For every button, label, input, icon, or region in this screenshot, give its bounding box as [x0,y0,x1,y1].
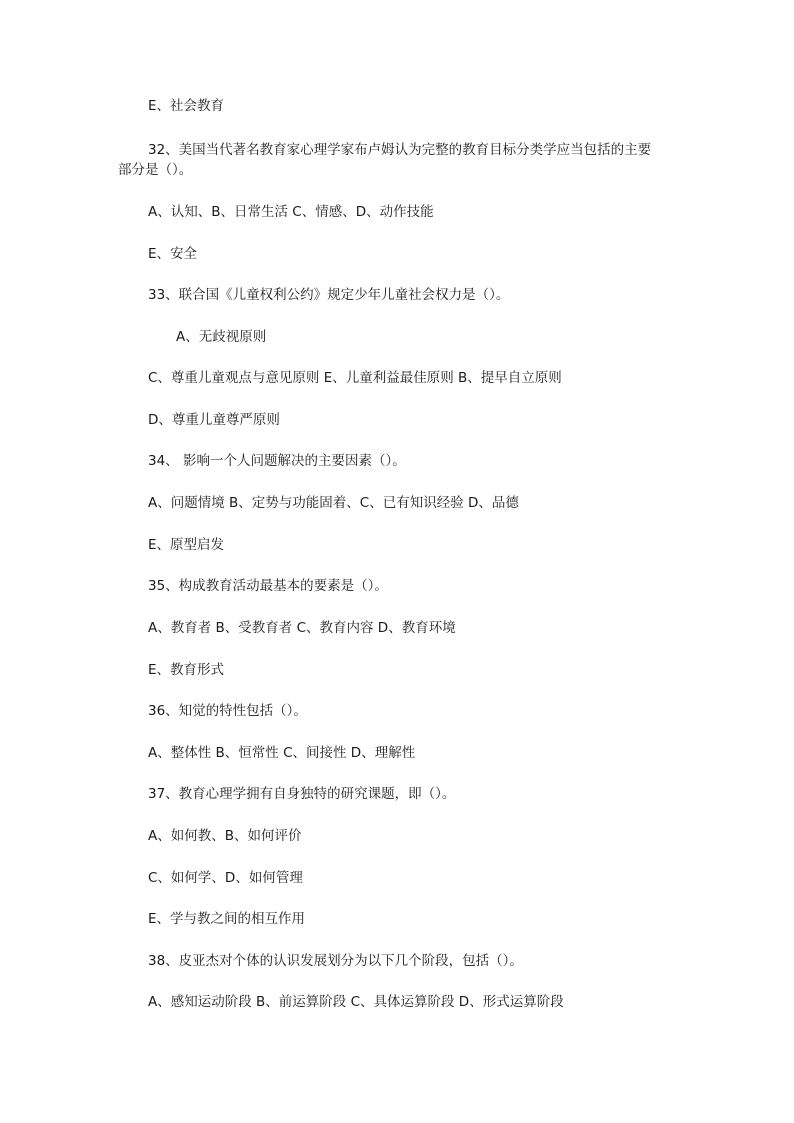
q36-options-a-d: A、整体性 B、恒常性 C、间接性 D、理解性 [148,745,416,761]
q34-options-a-d: A、问题情境 B、定势与功能固着、C、已有知识经验 D、品德 [148,495,519,511]
q35-text: 35、构成教育活动最基本的要素是（）。 [148,578,388,594]
q35-options-a-d: A、教育者 B、受教育者 C、教育内容 D、教育环境 [148,620,456,636]
q31-option-e: E、社会教育 [148,98,225,114]
q32-options-a-d: A、认知、B、日常生活 C、情感、D、动作技能 [148,204,434,220]
q36-text: 36、知觉的特性包括（）。 [148,703,307,719]
q32-text-cont: 部分是（）。 [118,162,193,178]
q35-option-e: E、教育形式 [148,662,225,678]
q32-text: 32、美国当代著名教育家心理学家布卢姆认为完整的教育目标分类学应当包括的主要 [148,142,652,158]
q38-text: 38、皮亚杰对个体的认识发展划分为以下几个阶段，包括（）。 [148,953,523,969]
q33-options-c-e-b: C、尊重儿童观点与意见原则 E、儿童利益最佳原则 B、提早自立原则 [148,370,562,386]
q34-option-e: E、原型启发 [148,537,225,553]
q33-text: 33、联合国《儿童权利公约》规定少年儿童社会权力是（）。 [148,287,510,303]
q34-text: 34、 影响一个人问题解决的主要因素（）。 [148,453,406,469]
q38-options-a-d: A、感知运动阶段 B、前运算阶段 C、具体运算阶段 D、形式运算阶段 [148,994,564,1010]
q37-option-e: E、学与教之间的相互作用 [148,911,306,927]
q33-option-a: A、无歧视原则 [176,329,267,345]
q32-option-e: E、安全 [148,246,198,262]
q37-text: 37、教育心理学拥有自身独特的研究课题，即（）。 [148,786,456,802]
q37-options-c-d: C、如何学、D、如何管理 [148,870,303,886]
q37-options-a-b: A、如何教、B、如何评价 [148,828,302,844]
q33-option-d: D、尊重儿童尊严原则 [148,412,280,428]
